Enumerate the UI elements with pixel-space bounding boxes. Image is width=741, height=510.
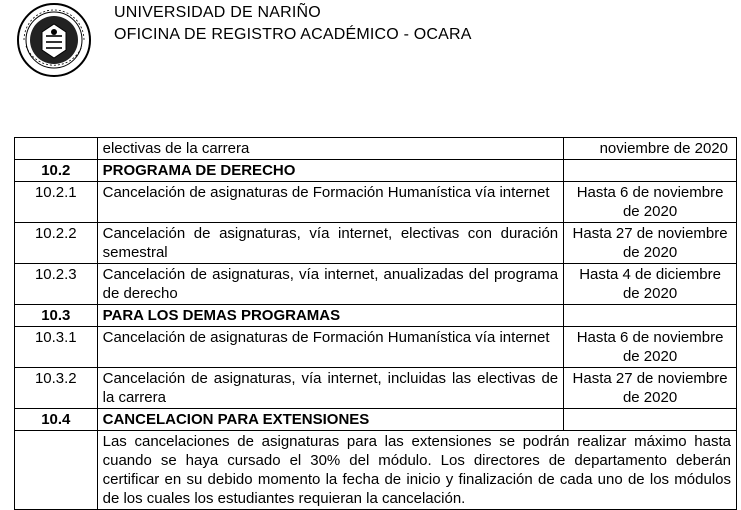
row-date: noviembre de 2020 — [564, 138, 737, 160]
section-row — [15, 305, 737, 327]
document-header — [10, 0, 730, 80]
row-description: Cancelación de asignaturas, vía internet, electivas con duración semestral — [97, 223, 564, 264]
section-row — [15, 160, 737, 182]
row-date: Hasta 4 de diciembre de 2020 — [564, 264, 737, 305]
table-row — [15, 264, 737, 305]
row-date — [564, 160, 737, 182]
section-title: PARA LOS DEMAS PROGRAMAS — [97, 305, 564, 327]
section-row — [15, 409, 737, 431]
extension-note: Las cancelaciones de asignaturas para las extensiones se podrán realizar máximo hasta cuando se haya cursado el 30% del módulo. Los directores de departamento deberán certificar en su debido momento la fecha de inicio y finalización de cada uno de los módulos de los cuales los estudiantes requieran la cancelación. — [97, 431, 736, 510]
schedule-table — [14, 137, 737, 510]
section-number: 10.4 — [15, 409, 98, 431]
section-number: 10.3 — [15, 305, 98, 327]
row-description: electivas de la carrera — [97, 138, 564, 160]
row-date: Hasta 6 de noviembre de 2020 — [564, 182, 737, 223]
university-seal-icon — [16, 2, 92, 78]
row-number — [15, 431, 98, 510]
row-date: Hasta 27 de noviembre de 2020 — [564, 223, 737, 264]
table-row — [15, 223, 737, 264]
section-title: PROGRAMA DE DERECHO — [97, 160, 564, 182]
row-date: Hasta 27 de noviembre de 2020 — [564, 368, 737, 409]
row-number: 10.3.2 — [15, 368, 98, 409]
table-row — [15, 368, 737, 409]
table-row — [15, 138, 737, 160]
row-number: 10.2.3 — [15, 264, 98, 305]
row-description: Cancelación de asignaturas, vía internet, anualizadas del programa de derecho — [97, 264, 564, 305]
table-row — [15, 182, 737, 223]
row-description: Cancelación de asignaturas, vía internet, incluidas las electivas de la carrera — [97, 368, 564, 409]
table-row — [15, 327, 737, 368]
section-title: CANCELACION PARA EXTENSIONES — [97, 409, 564, 431]
row-date — [564, 409, 737, 431]
row-number: 10.2.1 — [15, 182, 98, 223]
row-date: Hasta 6 de noviembre de 2020 — [564, 327, 737, 368]
row-number: 10.2.2 — [15, 223, 98, 264]
table-row — [15, 431, 737, 510]
institution-name: UNIVERSIDAD DE NARIÑO — [114, 4, 321, 21]
office-name: OFICINA DE REGISTRO ACADÉMICO - OCARA — [114, 26, 472, 43]
section-number: 10.2 — [15, 160, 98, 182]
row-number: 10.3.1 — [15, 327, 98, 368]
row-number — [15, 138, 98, 160]
row-description: Cancelación de asignaturas de Formación Humanística vía internet — [97, 327, 564, 368]
row-date — [564, 305, 737, 327]
row-description: Cancelación de asignaturas de Formación Humanística vía internet — [97, 182, 564, 223]
